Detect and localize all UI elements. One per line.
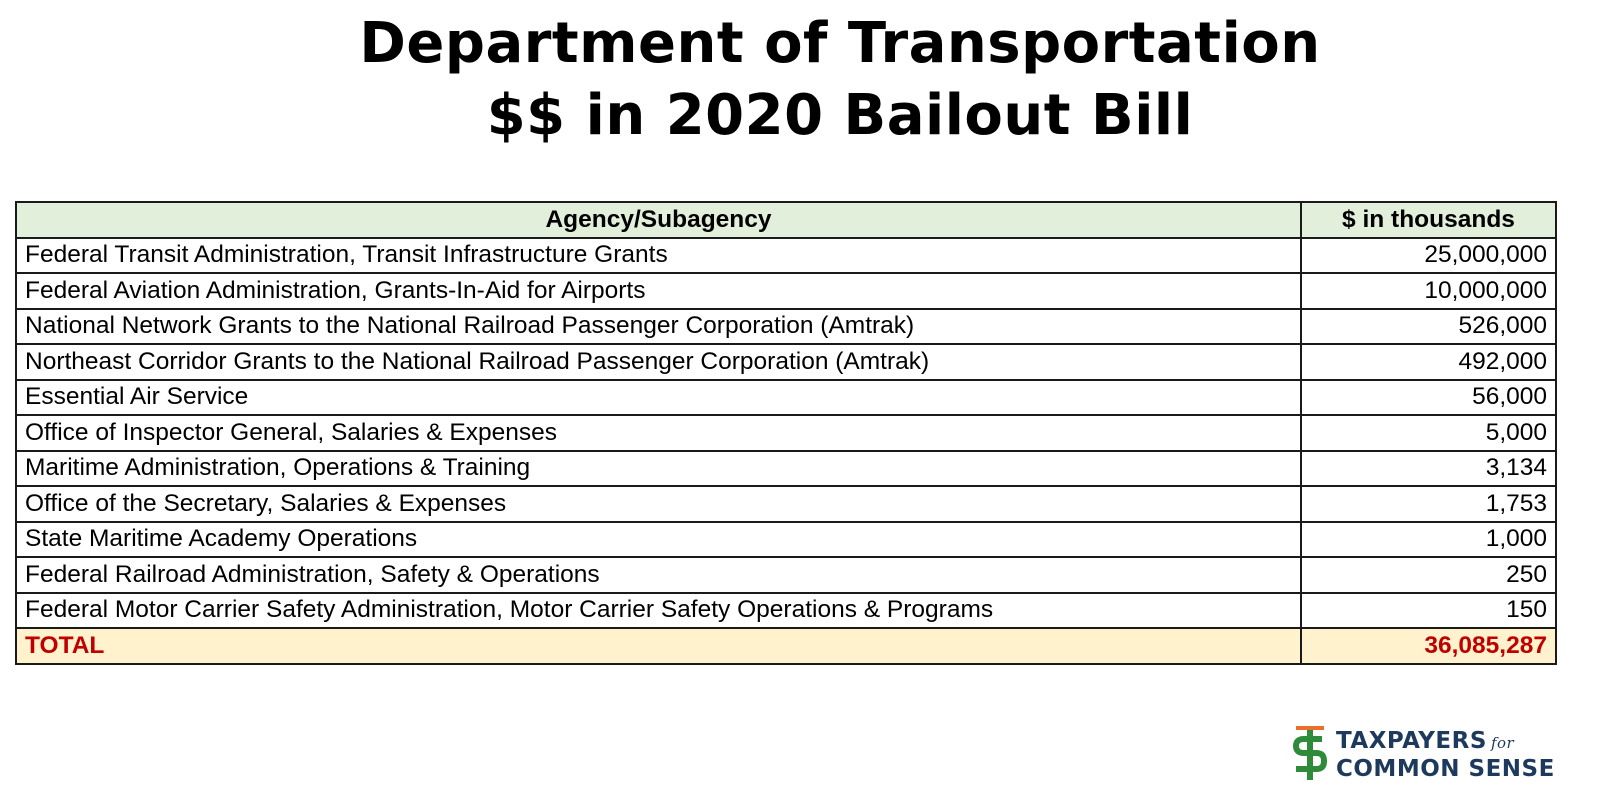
- agency-cell: Federal Transit Administration, Transit Infrastructure Grants: [16, 238, 1301, 274]
- taxpayers-for-common-sense-logo: [1290, 726, 1560, 782]
- agency-cell: State Maritime Academy Operations: [16, 522, 1301, 558]
- agency-cell: Essential Air Service: [16, 380, 1301, 416]
- column-header-agency: Agency/Subagency: [16, 202, 1301, 238]
- table-row: [16, 522, 1556, 558]
- amount-cell: 526,000: [1301, 309, 1556, 345]
- logo-for: for: [1490, 734, 1515, 752]
- appropriations-table: [15, 201, 1557, 665]
- table-row: [16, 238, 1556, 274]
- agency-cell: Federal Aviation Administration, Grants-In-Aid for Airports: [16, 273, 1301, 309]
- agency-cell: Office of Inspector General, Salaries & Expenses: [16, 415, 1301, 451]
- amount-cell: 1,000: [1301, 522, 1556, 558]
- agency-cell: National Network Grants to the National Railroad Passenger Corporation (Amtrak): [16, 309, 1301, 345]
- logo-line2: COMMON SENSE: [1336, 756, 1555, 782]
- amount-cell: 10,000,000: [1301, 273, 1556, 309]
- page-title-line2: $$ in 2020 Bailout Bill: [486, 83, 1194, 148]
- table-row: [16, 415, 1556, 451]
- total-amount: 36,085,287: [1301, 628, 1556, 664]
- agency-cell: Office of the Secretary, Salaries & Expenses: [16, 486, 1301, 522]
- agency-cell: Maritime Administration, Operations & Training: [16, 451, 1301, 487]
- logo-wordmark: [1336, 728, 1555, 782]
- table-row: [16, 451, 1556, 487]
- agency-cell: Federal Motor Carrier Safety Administration, Motor Carrier Safety Operations & Programs: [16, 593, 1301, 629]
- amount-cell: 5,000: [1301, 415, 1556, 451]
- table-row: [16, 344, 1556, 380]
- table-row: [16, 486, 1556, 522]
- agency-cell: Federal Railroad Administration, Safety & Operations: [16, 557, 1301, 593]
- total-label: TOTAL: [16, 628, 1301, 664]
- table-row: [16, 309, 1556, 345]
- amount-cell: 25,000,000: [1301, 238, 1556, 274]
- table-header-row: [16, 202, 1556, 238]
- amount-cell: 492,000: [1301, 344, 1556, 380]
- page-title-line1: Department of Transportation: [359, 11, 1321, 76]
- table-row: [16, 557, 1556, 593]
- page-title: [0, 8, 1600, 152]
- agency-cell: Northeast Corridor Grants to the National Railroad Passenger Corporation (Amtrak): [16, 344, 1301, 380]
- amount-cell: 56,000: [1301, 380, 1556, 416]
- logo-line1: TAXPAYERS: [1336, 728, 1487, 754]
- amount-cell: 1,753: [1301, 486, 1556, 522]
- column-header-amount: $ in thousands: [1301, 202, 1556, 238]
- table-row: [16, 380, 1556, 416]
- dollar-sign-logo-icon: [1290, 726, 1330, 780]
- table-row: [16, 593, 1556, 629]
- total-row: [16, 628, 1556, 664]
- amount-cell: 3,134: [1301, 451, 1556, 487]
- table-row: [16, 273, 1556, 309]
- amount-cell: 150: [1301, 593, 1556, 629]
- amount-cell: 250: [1301, 557, 1556, 593]
